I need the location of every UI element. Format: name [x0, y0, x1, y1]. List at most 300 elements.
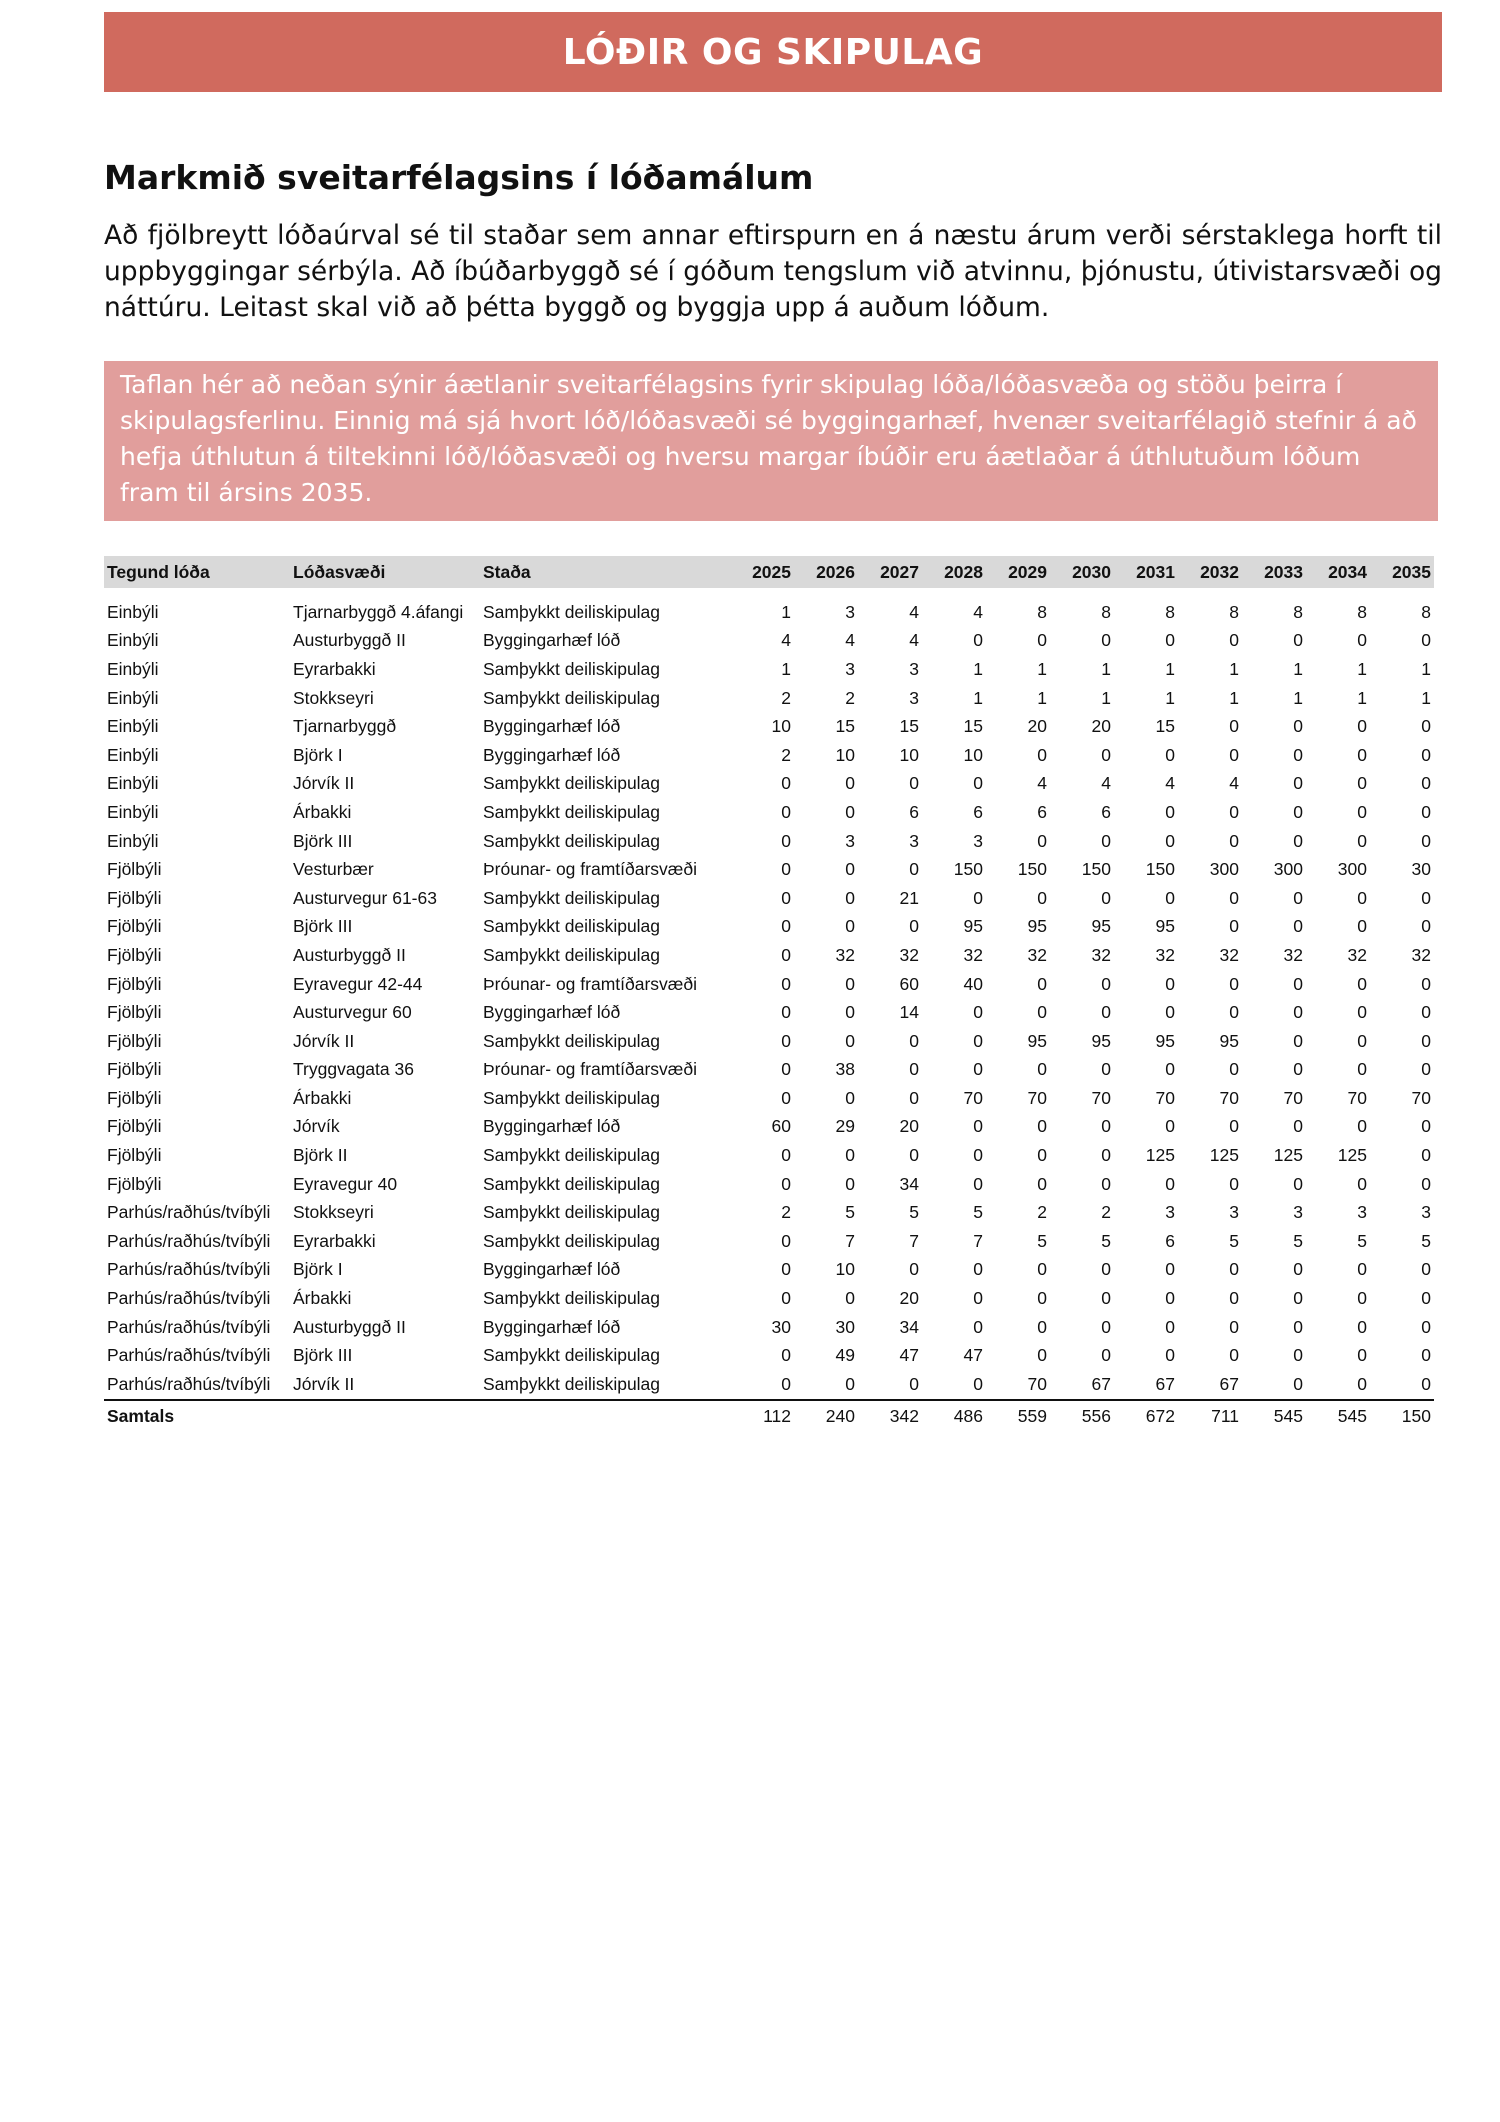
cell-value: 125: [1145, 1145, 1175, 1166]
cell-value: 0: [845, 1030, 855, 1051]
cell-value: 2: [845, 687, 855, 708]
cell-value: 40: [963, 973, 983, 994]
cell-value: 95: [1219, 1030, 1239, 1051]
cell-value: 0: [1101, 1173, 1111, 1194]
cell-value: 1: [1421, 658, 1431, 679]
cell-value: 0: [845, 1002, 855, 1023]
cell-value: 0: [1165, 1345, 1175, 1366]
cell-value: 67: [1155, 1373, 1175, 1394]
cell-value: 60: [899, 973, 919, 994]
cell-area: Austurbyggð II: [293, 630, 406, 651]
cell-type: Einbýli: [107, 744, 159, 765]
cell-area: Björk III: [293, 1345, 353, 1366]
total-value: 711: [1178, 1400, 1242, 1433]
cell-value: 0: [1293, 1259, 1303, 1280]
cell-value: 3: [1229, 1202, 1239, 1223]
header-type: Tegund lóða: [104, 556, 290, 588]
total-value: 112: [730, 1400, 794, 1433]
cell-area: Björk III: [293, 830, 353, 851]
cell-value: 0: [1293, 716, 1303, 737]
cell-value: 20: [899, 1288, 919, 1309]
cell-value: 4: [1101, 773, 1111, 794]
cell-value: 20: [899, 1116, 919, 1137]
cell-value: 0: [845, 1087, 855, 1108]
cell-value: 0: [1357, 744, 1367, 765]
cell-type: Einbýli: [107, 801, 159, 822]
cell-value: 0: [973, 1373, 983, 1394]
cell-value: 0: [1293, 1030, 1303, 1051]
cell-value: 95: [1091, 916, 1111, 937]
cell-value: 3: [1421, 1202, 1431, 1223]
cell-status: Þróunar- og framtíðarsvæði: [483, 973, 697, 994]
cell-value: 0: [845, 1373, 855, 1394]
cell-value: 32: [1091, 944, 1111, 965]
cell-value: 6: [1165, 1230, 1175, 1251]
cell-value: 0: [1037, 1059, 1047, 1080]
cell-value: 0: [1229, 1116, 1239, 1137]
cell-value: 5: [845, 1202, 855, 1223]
cell-type: Fjölbýli: [107, 1145, 162, 1166]
cell-area: Tjarnarbyggð 4.áfangi: [293, 601, 464, 622]
cell-value: 0: [1037, 1173, 1047, 1194]
cell-value: 0: [1421, 630, 1431, 651]
cell-value: 7: [909, 1230, 919, 1251]
cell-value: 0: [1037, 830, 1047, 851]
cell-value: 0: [781, 859, 791, 880]
cell-value: 32: [1219, 944, 1239, 965]
cell-value: 0: [1101, 1145, 1111, 1166]
cell-area: Björk I: [293, 744, 343, 765]
cell-value: 0: [781, 916, 791, 937]
cell-value: 2: [781, 744, 791, 765]
cell-value: 0: [973, 1288, 983, 1309]
cell-value: 32: [899, 944, 919, 965]
spacer-cell: [104, 588, 1434, 598]
table-row: [104, 1113, 1434, 1142]
cell-value: 0: [1293, 630, 1303, 651]
cell-value: 0: [1421, 1002, 1431, 1023]
table-row: [104, 598, 1434, 627]
cell-type: Parhús/raðhús/tvíbýli: [107, 1288, 271, 1309]
cell-value: 0: [1293, 1373, 1303, 1394]
cell-value: 0: [781, 801, 791, 822]
cell-status: Byggingarhæf lóð: [483, 744, 621, 765]
cell-type: Fjölbýli: [107, 1173, 162, 1194]
cell-value: 0: [1101, 744, 1111, 765]
cell-value: 70: [1027, 1087, 1047, 1108]
cell-type: Fjölbýli: [107, 1030, 162, 1051]
cell-value: 0: [1293, 801, 1303, 822]
cell-value: 0: [1357, 1345, 1367, 1366]
cell-value: 2: [1101, 1202, 1111, 1223]
cell-value: 0: [845, 859, 855, 880]
cell-value: 1: [1293, 687, 1303, 708]
table-row: [104, 1056, 1434, 1085]
cell-value: 0: [1421, 1059, 1431, 1080]
cell-value: 67: [1091, 1373, 1111, 1394]
cell-value: 30: [771, 1316, 791, 1337]
cell-value: 0: [1165, 830, 1175, 851]
cell-type: Fjölbýli: [107, 859, 162, 880]
cell-value: 0: [1421, 1316, 1431, 1337]
cell-value: 0: [1101, 830, 1111, 851]
cell-value: 0: [973, 1030, 983, 1051]
cell-type: Einbýli: [107, 601, 159, 622]
cell-value: 0: [1357, 630, 1367, 651]
cell-value: 0: [973, 1116, 983, 1137]
cell-value: 0: [973, 1059, 983, 1080]
cell-type: Einbýli: [107, 716, 159, 737]
header-year: 2027: [858, 556, 922, 588]
cell-value: 0: [1421, 773, 1431, 794]
cell-value: 4: [973, 601, 983, 622]
cell-status: Samþykkt deiliskipulag: [483, 1373, 661, 1394]
cell-value: 5: [909, 1202, 919, 1223]
cell-type: Parhús/raðhús/tvíbýli: [107, 1373, 271, 1394]
total-value: 556: [1050, 1400, 1114, 1433]
cell-value: 60: [771, 1116, 791, 1137]
cell-value: 8: [1229, 601, 1239, 622]
cell-value: 32: [1155, 944, 1175, 965]
table-row: [104, 941, 1434, 970]
cell-status: Samþykkt deiliskipulag: [483, 687, 661, 708]
cell-value: 0: [1421, 1259, 1431, 1280]
cell-status: Samþykkt deiliskipulag: [483, 944, 661, 965]
cell-value: 4: [909, 601, 919, 622]
cell-value: 0: [1293, 830, 1303, 851]
cell-value: 0: [1101, 973, 1111, 994]
cell-value: 1: [1165, 658, 1175, 679]
note-text: Taflan hér að neðan sýnir áætlanir sveitarfélagsins fyrir skipulag lóða/lóðasvæða og stöðu þeirra í skipulagsferlinu. Einnig má sjá hvort lóð/lóðasvæði sé byggingarhæf, hvenær sveitarfélagið stefnir á að hefja úthlutun á tiltekinni lóð/lóðasvæði og hversu margar íbúðir eru áætlaðar á úthlutuðum lóðum fram til ársins 2035.: [120, 370, 1417, 507]
cell-area: Björk III: [293, 916, 353, 937]
cell-value: 0: [1165, 1002, 1175, 1023]
cell-value: 5: [1357, 1230, 1367, 1251]
cell-value: 0: [1421, 830, 1431, 851]
cell-type: Einbýli: [107, 630, 159, 651]
cell-status: Samþykkt deiliskipulag: [483, 601, 661, 622]
cell-value: 0: [1357, 773, 1367, 794]
cell-value: 0: [909, 1259, 919, 1280]
header-year: 2033: [1242, 556, 1306, 588]
cell-value: 95: [1155, 1030, 1175, 1051]
cell-value: 1: [973, 687, 983, 708]
table-row: [104, 998, 1434, 1027]
cell-area: Árbakki: [293, 801, 352, 822]
table-row: [104, 1256, 1434, 1285]
cell-value: 0: [1229, 887, 1239, 908]
cell-value: 0: [1229, 744, 1239, 765]
cell-value: 0: [1165, 887, 1175, 908]
cell-value: 125: [1337, 1145, 1367, 1166]
cell-status: Samþykkt deiliskipulag: [483, 801, 661, 822]
table-row: [104, 798, 1434, 827]
cell-value: 0: [1165, 630, 1175, 651]
cell-value: 3: [1357, 1202, 1367, 1223]
cell-value: 0: [781, 1259, 791, 1280]
cell-value: 14: [899, 1002, 919, 1023]
table-row: [104, 1370, 1434, 1400]
cell-value: 70: [1091, 1087, 1111, 1108]
cell-value: 4: [845, 630, 855, 651]
cell-value: 0: [973, 1173, 983, 1194]
cell-value: 3: [909, 658, 919, 679]
table-row: [104, 655, 1434, 684]
cell-value: 0: [973, 1145, 983, 1166]
cell-value: 0: [845, 801, 855, 822]
cell-value: 0: [1165, 801, 1175, 822]
cell-value: 0: [1293, 1316, 1303, 1337]
cell-value: 0: [845, 773, 855, 794]
cell-status: Byggingarhæf lóð: [483, 630, 621, 651]
cell-value: 0: [1037, 630, 1047, 651]
cell-value: 2: [781, 1202, 791, 1223]
cell-area: Eyrarbakki: [293, 658, 376, 679]
cell-value: 3: [845, 601, 855, 622]
cell-value: 300: [1209, 859, 1239, 880]
cell-value: 1: [1229, 687, 1239, 708]
cell-value: 0: [1037, 1145, 1047, 1166]
cell-value: 0: [781, 1345, 791, 1366]
total-value: 545: [1306, 1400, 1370, 1433]
cell-value: 5: [1421, 1230, 1431, 1251]
table-row: [104, 913, 1434, 942]
cell-area: Tjarnarbyggð: [293, 716, 397, 737]
cell-value: 0: [1165, 1316, 1175, 1337]
cell-value: 0: [1293, 1288, 1303, 1309]
cell-value: 0: [909, 773, 919, 794]
cell-area: Björk II: [293, 1145, 348, 1166]
header-year: 2030: [1050, 556, 1114, 588]
cell-value: 125: [1209, 1145, 1239, 1166]
cell-value: 0: [1421, 1116, 1431, 1137]
cell-value: 0: [1165, 1173, 1175, 1194]
cell-status: Þróunar- og framtíðarsvæði: [483, 1059, 697, 1080]
cell-value: 10: [899, 744, 919, 765]
cell-value: 300: [1273, 859, 1303, 880]
cell-value: 0: [909, 1030, 919, 1051]
cell-status: Samþykkt deiliskipulag: [483, 1288, 661, 1309]
cell-value: 47: [899, 1345, 919, 1366]
cell-value: 0: [1293, 744, 1303, 765]
cell-value: 0: [1101, 630, 1111, 651]
cell-value: 6: [1037, 801, 1047, 822]
cell-value: 0: [1421, 887, 1431, 908]
cell-value: 0: [781, 1288, 791, 1309]
cell-value: 5: [1293, 1230, 1303, 1251]
cell-area: Eyravegur 40: [293, 1173, 398, 1194]
cell-value: 4: [909, 630, 919, 651]
cell-type: Parhús/raðhús/tvíbýli: [107, 1345, 271, 1366]
cell-value: 34: [899, 1173, 919, 1194]
cell-type: Einbýli: [107, 658, 159, 679]
table-row: [104, 627, 1434, 656]
cell-value: 0: [1357, 973, 1367, 994]
cell-value: 0: [1357, 1259, 1367, 1280]
cell-value: 0: [1293, 1345, 1303, 1366]
cell-value: 7: [845, 1230, 855, 1251]
cell-value: 1: [781, 658, 791, 679]
cell-value: 2: [781, 687, 791, 708]
cell-area: Austurvegur 60: [293, 1002, 412, 1023]
cell-value: 0: [781, 1002, 791, 1023]
cell-value: 4: [1165, 773, 1175, 794]
cell-value: 0: [1421, 716, 1431, 737]
cell-value: 30: [835, 1316, 855, 1337]
cell-value: 0: [909, 1373, 919, 1394]
cell-value: 0: [1421, 1173, 1431, 1194]
cell-value: 70: [1411, 1087, 1431, 1108]
header-year: 2032: [1178, 556, 1242, 588]
cell-value: 0: [973, 1316, 983, 1337]
cell-status: Samþykkt deiliskipulag: [483, 916, 661, 937]
cell-type: Fjölbýli: [107, 944, 162, 965]
cell-value: 32: [1283, 944, 1303, 965]
cell-value: 95: [1155, 916, 1175, 937]
cell-value: 0: [781, 773, 791, 794]
cell-value: 70: [1155, 1087, 1175, 1108]
cell-value: 0: [845, 887, 855, 908]
cell-status: Byggingarhæf lóð: [483, 1259, 621, 1280]
table-row: [104, 827, 1434, 856]
header-year: 2026: [794, 556, 858, 588]
cell-value: 0: [1165, 1259, 1175, 1280]
cell-value: 0: [1229, 801, 1239, 822]
cell-status: Samþykkt deiliskipulag: [483, 1173, 661, 1194]
cell-value: 300: [1337, 859, 1367, 880]
cell-value: 0: [1357, 1173, 1367, 1194]
note-box: [104, 361, 1438, 521]
cell-value: 6: [1101, 801, 1111, 822]
cell-value: 0: [1293, 773, 1303, 794]
table-row: [104, 1341, 1434, 1370]
cell-value: 0: [781, 973, 791, 994]
cell-area: Árbakki: [293, 1087, 352, 1108]
cell-value: 0: [1165, 1288, 1175, 1309]
cell-value: 0: [845, 916, 855, 937]
cell-value: 70: [963, 1087, 983, 1108]
table-row: [104, 1313, 1434, 1342]
cell-value: 0: [1357, 1288, 1367, 1309]
cell-status: Samþykkt deiliskipulag: [483, 1030, 661, 1051]
cell-value: 150: [1081, 859, 1111, 880]
table-row: [104, 855, 1434, 884]
cell-value: 10: [771, 716, 791, 737]
cell-value: 1: [1101, 658, 1111, 679]
cell-value: 0: [1037, 1316, 1047, 1337]
cell-value: 3: [909, 687, 919, 708]
cell-value: 0: [1165, 973, 1175, 994]
cell-value: 10: [835, 744, 855, 765]
cell-area: Jórvík II: [293, 1373, 355, 1394]
cell-value: 0: [1421, 1145, 1431, 1166]
totals-empty-cell: [480, 1400, 730, 1433]
cell-value: 29: [835, 1116, 855, 1137]
cell-status: Samþykkt deiliskipulag: [483, 1345, 661, 1366]
cell-value: 0: [1165, 744, 1175, 765]
cell-status: Samþykkt deiliskipulag: [483, 1087, 661, 1108]
cell-area: Jórvík: [293, 1116, 340, 1137]
table-row: [104, 1284, 1434, 1313]
cell-value: 125: [1273, 1145, 1303, 1166]
cell-value: 67: [1219, 1373, 1239, 1394]
cell-value: 0: [1037, 887, 1047, 908]
banner-title: LÓÐIR OG SKIPULAG: [562, 31, 984, 73]
cell-type: Parhús/raðhús/tvíbýli: [107, 1230, 271, 1251]
plots-table: [104, 556, 1434, 1433]
cell-value: 0: [1229, 1316, 1239, 1337]
cell-type: Einbýli: [107, 773, 159, 794]
cell-type: Fjölbýli: [107, 1087, 162, 1108]
cell-status: Byggingarhæf lóð: [483, 1116, 621, 1137]
cell-value: 10: [835, 1259, 855, 1280]
cell-value: 0: [1421, 973, 1431, 994]
cell-value: 0: [781, 830, 791, 851]
cell-value: 0: [1293, 1059, 1303, 1080]
cell-value: 5: [973, 1202, 983, 1223]
cell-value: 0: [1293, 1173, 1303, 1194]
cell-value: 21: [899, 887, 919, 908]
totals-label: Samtals: [104, 1400, 290, 1433]
table-row: [104, 684, 1434, 713]
cell-value: 95: [963, 916, 983, 937]
cell-value: 0: [1229, 830, 1239, 851]
cell-value: 0: [781, 887, 791, 908]
cell-value: 0: [1229, 973, 1239, 994]
cell-value: 0: [1229, 1259, 1239, 1280]
cell-value: 6: [909, 801, 919, 822]
cell-value: 8: [1165, 601, 1175, 622]
cell-value: 38: [835, 1059, 855, 1080]
cell-value: 0: [781, 944, 791, 965]
totals-row: [104, 1400, 1434, 1433]
cell-value: 0: [845, 1288, 855, 1309]
cell-value: 8: [1421, 601, 1431, 622]
cell-value: 0: [781, 1030, 791, 1051]
cell-type: Parhús/raðhús/tvíbýli: [107, 1316, 271, 1337]
cell-value: 0: [1293, 887, 1303, 908]
total-value: 559: [986, 1400, 1050, 1433]
table-body: [104, 588, 1434, 1400]
cell-value: 70: [1283, 1087, 1303, 1108]
cell-value: 32: [1347, 944, 1367, 965]
cell-value: 32: [963, 944, 983, 965]
cell-value: 1: [973, 658, 983, 679]
cell-value: 0: [1293, 1002, 1303, 1023]
cell-area: Stokkseyri: [293, 687, 374, 708]
cell-value: 2: [1037, 1202, 1047, 1223]
cell-status: Samþykkt deiliskipulag: [483, 1145, 661, 1166]
cell-value: 3: [845, 658, 855, 679]
cell-value: 4: [1229, 773, 1239, 794]
cell-value: 0: [1101, 1259, 1111, 1280]
cell-area: Stokkseyri: [293, 1202, 374, 1223]
cell-value: 8: [1037, 601, 1047, 622]
cell-value: 0: [1229, 716, 1239, 737]
cell-value: 1: [1101, 687, 1111, 708]
cell-area: Austurbyggð II: [293, 1316, 406, 1337]
cell-value: 0: [1101, 1316, 1111, 1337]
cell-status: Byggingarhæf lóð: [483, 716, 621, 737]
cell-value: 0: [1037, 1259, 1047, 1280]
page-banner: [104, 12, 1442, 92]
cell-value: 0: [1037, 1345, 1047, 1366]
totals-empty-cell: [290, 1400, 480, 1433]
header-status: Staða: [480, 556, 730, 588]
cell-value: 0: [1421, 1288, 1431, 1309]
table-row: [104, 770, 1434, 799]
cell-value: 30: [1411, 859, 1431, 880]
cell-value: 0: [1101, 1116, 1111, 1137]
